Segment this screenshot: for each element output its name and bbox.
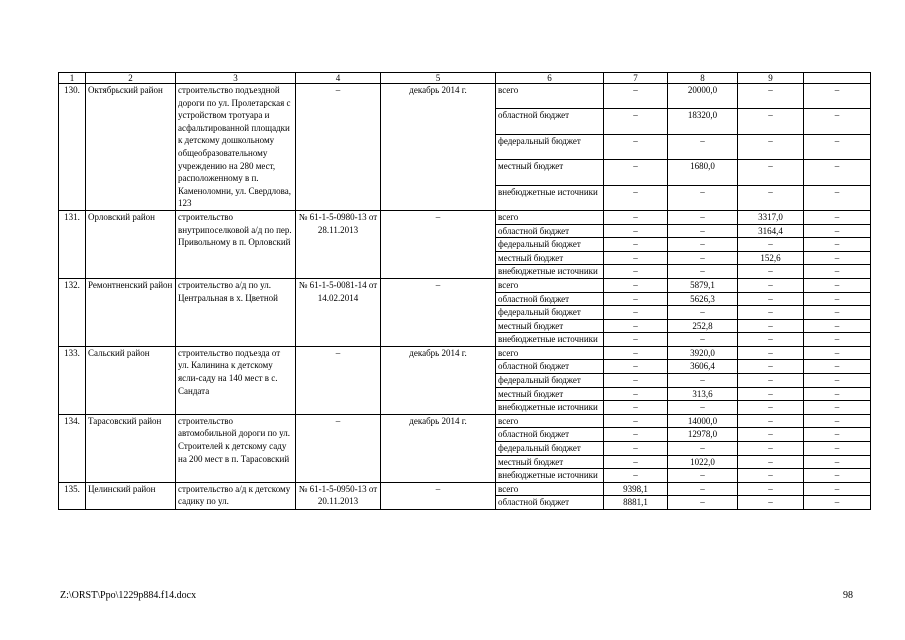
column-number: 8 [668,73,738,84]
value-col-9: 3164,4 [738,224,804,238]
object-description: строительство подъездной дороги по ул. Пролетарская с устройством тротуара и асфальтированной площадки к детскому дошкольному общеобразовательному учреждению на 280 мест, расположенному в п. Каменоломни, ул. Свердлова, 123 [176,84,296,211]
value-col-8: 252,8 [668,319,738,333]
value-col-8: – [668,306,738,320]
value-col-9: 3317,0 [738,210,804,224]
value-col-8: – [668,251,738,265]
funding-source: федеральный бюджет [496,238,604,252]
row-number: 131. [59,210,86,278]
value-col-9: – [738,374,804,388]
value-col-7: – [604,346,668,360]
funding-source: всего [496,84,604,109]
funding-source: всего [496,482,604,496]
value-col-8: 18320,0 [668,109,738,134]
completion-deadline: декабрь 2014 г. [381,414,496,482]
value-col-9: – [738,292,804,306]
column-number: 6 [496,73,604,84]
value-col-8: – [668,210,738,224]
value-col-9: – [738,482,804,496]
value-col-7: – [604,185,668,210]
value-col-10: – [804,360,871,374]
value-col-10: – [804,278,871,292]
budget-table [58,72,871,510]
object-description: строительство а/д по ул. Центральная в х. Цветной [176,278,296,346]
value-col-7: 8881,1 [604,496,668,510]
column-number: 3 [176,73,296,84]
value-col-10: – [804,109,871,134]
row-number: 135. [59,482,86,509]
value-col-7: – [604,134,668,159]
value-col-10: – [804,496,871,510]
value-col-8: – [668,238,738,252]
row-number: 134. [59,414,86,482]
value-col-8: 14000,0 [668,414,738,428]
value-col-8: – [668,469,738,483]
value-col-7: – [604,401,668,415]
value-col-7: – [604,224,668,238]
funding-source: всего [496,278,604,292]
value-col-10: – [804,251,871,265]
table-row [59,346,871,360]
completion-deadline: декабрь 2014 г. [381,84,496,211]
value-col-7: – [604,292,668,306]
value-col-7: – [604,387,668,401]
value-col-10: – [804,455,871,469]
value-col-7: – [604,278,668,292]
funding-source: областной бюджет [496,224,604,238]
value-col-9: – [738,134,804,159]
table-row [59,84,871,109]
value-col-8: – [668,496,738,510]
funding-source: областной бюджет [496,109,604,134]
value-col-7: – [604,374,668,388]
funding-source: всего [496,346,604,360]
value-col-10: – [804,160,871,185]
value-col-7: – [604,360,668,374]
row-number: 133. [59,346,86,414]
value-col-10: – [804,134,871,159]
funding-source: внебюджетные источники [496,333,604,347]
column-number: 9 [738,73,804,84]
funding-source: областной бюджет [496,496,604,510]
document-reference: – [296,346,381,414]
table-row [59,210,871,224]
value-col-8: 12978,0 [668,428,738,442]
page-number: 98 [843,590,853,601]
funding-source: внебюджетные источники [496,185,604,210]
value-col-10: – [804,442,871,456]
value-col-8: 3920,0 [668,346,738,360]
value-col-7: – [604,210,668,224]
value-col-8: – [668,224,738,238]
row-number: 130. [59,84,86,211]
value-col-9: – [738,278,804,292]
footer-file-path: Z:\ORST\Ppo\1229p884.f14.docx [60,590,197,601]
table-row [59,278,871,292]
funding-source: местный бюджет [496,251,604,265]
column-number [804,73,871,84]
value-col-9: – [738,109,804,134]
value-col-7: – [604,455,668,469]
value-col-10: – [804,428,871,442]
value-col-7: – [604,306,668,320]
value-col-8: – [668,265,738,279]
value-col-9: – [738,306,804,320]
value-col-9: – [738,387,804,401]
funding-source: областной бюджет [496,292,604,306]
value-col-9: – [738,84,804,109]
value-col-10: – [804,84,871,109]
value-col-9: – [738,333,804,347]
value-col-7: – [604,414,668,428]
object-description: строительство автомобильной дороги по ул. Строителей к детскому саду на 200 мест в п. Тарасовский [176,414,296,482]
value-col-9: 152,6 [738,251,804,265]
value-col-10: – [804,319,871,333]
value-col-10: – [804,469,871,483]
object-description: строительство а/д к детскому садику по ул. [176,482,296,509]
value-col-8: – [668,333,738,347]
value-col-8: 5879,1 [668,278,738,292]
funding-source: внебюджетные источники [496,265,604,279]
value-col-7: – [604,442,668,456]
funding-source: местный бюджет [496,387,604,401]
value-col-8: 313,6 [668,387,738,401]
value-col-10: – [804,292,871,306]
document-reference: – [296,414,381,482]
object-description: строительство внутрипоселковой а/д по пер. Привольному в п. Орловский [176,210,296,278]
district-name: Тарасовский район [86,414,176,482]
value-col-9: – [738,469,804,483]
column-number: 1 [59,73,86,84]
table-body [59,73,871,510]
funding-source: федеральный бюджет [496,442,604,456]
value-col-9: – [738,346,804,360]
district-name: Октябрьский район [86,84,176,211]
value-col-10: – [804,185,871,210]
value-col-10: – [804,374,871,388]
value-col-7: – [604,160,668,185]
value-col-8: – [668,185,738,210]
value-col-7: – [604,238,668,252]
value-col-9: – [738,496,804,510]
funding-source: внебюджетные источники [496,401,604,415]
table-row [59,482,871,496]
document-reference: № 61-1-5-0980-13 от 28.11.2013 [296,210,381,278]
district-name: Целинский район [86,482,176,509]
funding-source: всего [496,414,604,428]
value-col-9: – [738,185,804,210]
value-col-9: – [738,319,804,333]
value-col-10: – [804,238,871,252]
column-number-row [59,73,871,84]
value-col-8: 5626,3 [668,292,738,306]
completion-deadline: – [381,278,496,346]
value-col-9: – [738,160,804,185]
funding-source: областной бюджет [496,360,604,374]
funding-source: местный бюджет [496,160,604,185]
value-col-7: – [604,319,668,333]
district-name: Ремонтненский район [86,278,176,346]
value-col-10: – [804,401,871,415]
value-col-9: – [738,455,804,469]
funding-source: федеральный бюджет [496,134,604,159]
value-col-10: – [804,387,871,401]
district-name: Сальский район [86,346,176,414]
value-col-7: – [604,469,668,483]
value-col-8: – [668,442,738,456]
value-col-8: – [668,374,738,388]
value-col-8: – [668,482,738,496]
funding-source: федеральный бюджет [496,306,604,320]
completion-deadline: – [381,482,496,509]
value-col-7: – [604,109,668,134]
funding-source: всего [496,210,604,224]
document-reference: № 61-1-5-0950-13 от 20.11.2013 [296,482,381,509]
funding-source: местный бюджет [496,319,604,333]
value-col-7: – [604,265,668,279]
column-number: 4 [296,73,381,84]
funding-source: областной бюджет [496,428,604,442]
value-col-7: – [604,251,668,265]
value-col-8: – [668,401,738,415]
value-col-10: – [804,333,871,347]
value-col-7: – [604,333,668,347]
value-col-10: – [804,306,871,320]
value-col-9: – [738,442,804,456]
value-col-8: 20000,0 [668,84,738,109]
value-col-8: 1680,0 [668,160,738,185]
value-col-9: – [738,238,804,252]
column-number: 5 [381,73,496,84]
value-col-9: – [738,414,804,428]
value-col-8: 3606,4 [668,360,738,374]
value-col-10: – [804,482,871,496]
value-col-8: – [668,134,738,159]
column-number: 7 [604,73,668,84]
value-col-9: – [738,401,804,415]
document-reference: – [296,84,381,211]
value-col-10: – [804,224,871,238]
value-col-9: – [738,265,804,279]
completion-deadline: – [381,210,496,278]
funding-source: внебюджетные источники [496,469,604,483]
value-col-10: – [804,210,871,224]
table-row [59,414,871,428]
district-name: Орловский район [86,210,176,278]
completion-deadline: декабрь 2014 г. [381,346,496,414]
value-col-7: – [604,428,668,442]
column-number: 2 [86,73,176,84]
value-col-10: – [804,346,871,360]
document-reference: № 61-1-5-0081-14 от 14.02.2014 [296,278,381,346]
value-col-10: – [804,414,871,428]
value-col-9: – [738,428,804,442]
value-col-7: 9398,1 [604,482,668,496]
value-col-9: – [738,360,804,374]
funding-source: федеральный бюджет [496,374,604,388]
object-description: строительство подъезда от ул. Калинина к детскому ясли-саду на 140 мест в с. Сандата [176,346,296,414]
row-number: 132. [59,278,86,346]
value-col-10: – [804,265,871,279]
funding-source: местный бюджет [496,455,604,469]
value-col-7: – [604,84,668,109]
value-col-8: 1022,0 [668,455,738,469]
